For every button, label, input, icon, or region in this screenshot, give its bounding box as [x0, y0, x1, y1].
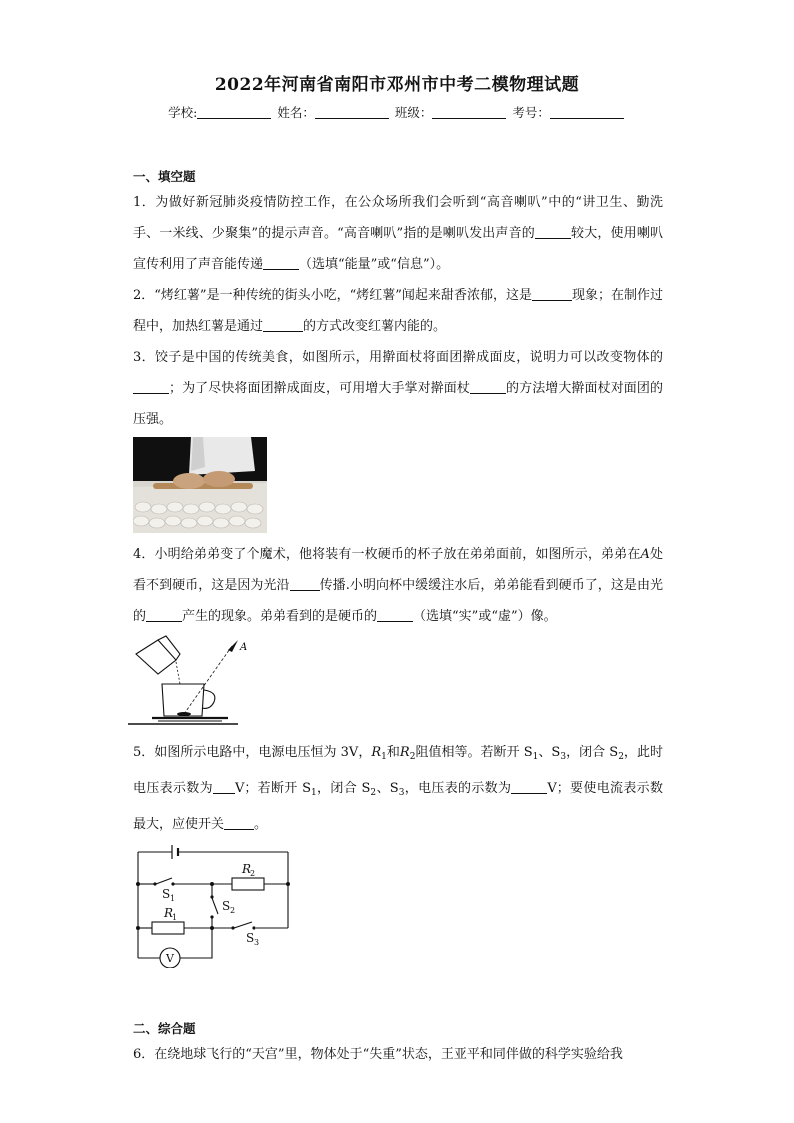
question-5	[133, 737, 663, 840]
exam-no-label: 考号：	[512, 105, 550, 120]
switch-s2	[212, 898, 218, 914]
switch-s3	[234, 922, 252, 928]
question-6	[133, 1039, 663, 1070]
label-r1: R	[164, 906, 174, 920]
q1-text-3: （选填“能量”或“信息”）。	[299, 257, 450, 272]
question-3	[133, 342, 663, 435]
label-s3: S	[246, 931, 255, 945]
resistor-r1	[152, 922, 184, 934]
section-heading-comprehensive: 二、综合题	[133, 1021, 196, 1036]
name-blank[interactable]	[315, 106, 389, 119]
q4-text-4: 产生的现象。弟弟看到的是硬币的	[182, 609, 378, 624]
q5-s-sub-f: 3	[398, 788, 405, 798]
resistor-r2	[232, 878, 264, 890]
q3-text-3: 的方法增大擀面杖对面团的压强。	[133, 381, 663, 427]
label-r2: R	[242, 862, 252, 876]
exam-no-blank[interactable]	[550, 106, 624, 119]
q5-r1-symbol: R	[371, 745, 382, 760]
q5-text-8: ，闭合 S	[316, 781, 371, 796]
fig-point-a-label: A	[240, 642, 248, 653]
name-label: 姓名：	[277, 105, 315, 120]
question-2	[133, 280, 663, 342]
q5-text-5: ，闭合 S	[566, 745, 619, 760]
q2-blank-1[interactable]	[532, 287, 572, 301]
q4-point-a: A	[640, 547, 650, 562]
switch-s1	[156, 878, 172, 884]
q5-s-sub-b: 3	[560, 752, 567, 762]
q5-text-12: 。	[254, 817, 268, 832]
q3-text-2: ；为了尽快将面团擀成面皮，可用增大手掌对擀面杖	[169, 381, 470, 396]
q5-r1-sub: 1	[381, 752, 387, 762]
q5-r2-sub: 2	[409, 752, 416, 762]
q3-blank-2[interactable]	[470, 380, 506, 394]
cup-coin-figure	[128, 632, 258, 728]
q2-text-2: 现象；在制作过程中，加热红薯是通过	[133, 288, 663, 334]
cup-shape	[162, 684, 204, 716]
label-s1-sub: 1	[170, 894, 176, 903]
question-1	[133, 187, 663, 280]
label-s2-sub: 2	[230, 906, 236, 915]
label-voltmeter: V	[166, 952, 174, 965]
q4-text-2: 处看不到硬币，这是因为光沿	[133, 547, 663, 593]
school-blank[interactable]	[197, 106, 271, 119]
q1-text-1: 1．为做好新冠肺炎疫情防控工作，在公众场所我们会听到“高音喇叭”中的“讲卫生、勤洗手、一米线、少聚集”的提示声音。“高音喇叭”指的是喇叭发出声音的	[133, 195, 663, 241]
question-4	[133, 539, 663, 632]
label-s2: S	[222, 899, 231, 913]
q6-text-1: 6．在绕地球飞行的“天宫”里，物体处于“失重”状态，王亚平和同伴做的科学实验给我	[133, 1047, 623, 1062]
dough-rolling-photo	[133, 437, 267, 533]
q5-blank-2[interactable]	[511, 780, 547, 794]
q5-s-sub-e: 2	[370, 788, 377, 798]
q3-blank-1[interactable]	[133, 380, 169, 394]
q5-s-sub-a: 1	[532, 752, 539, 762]
q5-text-9: 、S	[376, 781, 399, 796]
q4-text-5: （选填“实”或“虚”）像。	[413, 609, 557, 624]
q2-text-1: 2．“烤红薯”是一种传统的街头小吃，“烤红薯”闻起来甜香浓郁，这是	[133, 288, 532, 303]
label-r2-sub: 2	[250, 869, 256, 878]
q5-text-6: ，此时电压表示数为	[133, 745, 663, 796]
pitcher-shape	[136, 640, 176, 674]
q1-blank-2[interactable]	[263, 256, 299, 270]
circuit-diagram	[128, 838, 298, 968]
class-blank[interactable]	[432, 106, 506, 119]
school-label: 学校:	[168, 105, 198, 120]
q5-s-sub-c: 2	[618, 752, 624, 762]
q5-blank-1[interactable]	[213, 780, 235, 794]
page-title: 2022年河南省南阳市邓州市中考二模物理试题	[214, 75, 580, 95]
q1-text-2: 较大，使用喇叭宣传利用了声音能传递	[133, 226, 663, 272]
q4-blank-2[interactable]	[146, 608, 182, 622]
q5-blank-3[interactable]	[224, 816, 254, 830]
section-heading-fill-blank: 一、填空题	[133, 169, 196, 184]
q4-text-3: 传播.小明向杯中缓缓注水后，弟弟能看到硬币了，这是由光的	[133, 578, 663, 624]
q5-s-sub-d: 1	[311, 788, 317, 798]
q2-text-3: 的方式改变红薯内能的。	[303, 319, 447, 334]
class-label: 班级：	[394, 105, 433, 120]
student-info-line	[0, 103, 794, 121]
q3-text-1: 3．饺子是中国的传统美食，如图所示，用擀面杖将面团擀成面皮，说明力可以改变物体的	[133, 350, 663, 365]
q4-blank-1[interactable]	[290, 577, 320, 591]
eye-icon	[228, 640, 238, 652]
q2-blank-2[interactable]	[263, 318, 303, 332]
light-ray	[184, 646, 232, 714]
label-s1: S	[162, 887, 171, 901]
label-r1-sub: 1	[172, 913, 178, 922]
q5-text-7: V；若断开 S	[234, 781, 311, 796]
q5-text-11: V；要使电流表示数最大，应使开关	[133, 781, 663, 832]
q5-text-4: 、S	[538, 745, 561, 760]
q5-text-1: 5．如图所示电路中，电源电压恒为 3V，	[133, 745, 372, 760]
label-s3-sub: 3	[254, 938, 260, 947]
q5-text-2: 和	[386, 745, 400, 760]
q4-text-1: 4．小明给弟弟变了个魔术，他将装有一枚硬币的杯子放在弟弟面前，如图所示，弟弟在	[133, 547, 641, 562]
q5-text-10: ，电压表的示数为	[404, 781, 512, 796]
q4-blank-3[interactable]	[377, 608, 413, 622]
dough-rolling-illustration	[133, 437, 267, 533]
q1-blank-1[interactable]	[535, 225, 571, 239]
q5-r2-symbol: R	[399, 745, 410, 760]
q5-text-3: 阻值相等。若断开 S	[415, 745, 533, 760]
